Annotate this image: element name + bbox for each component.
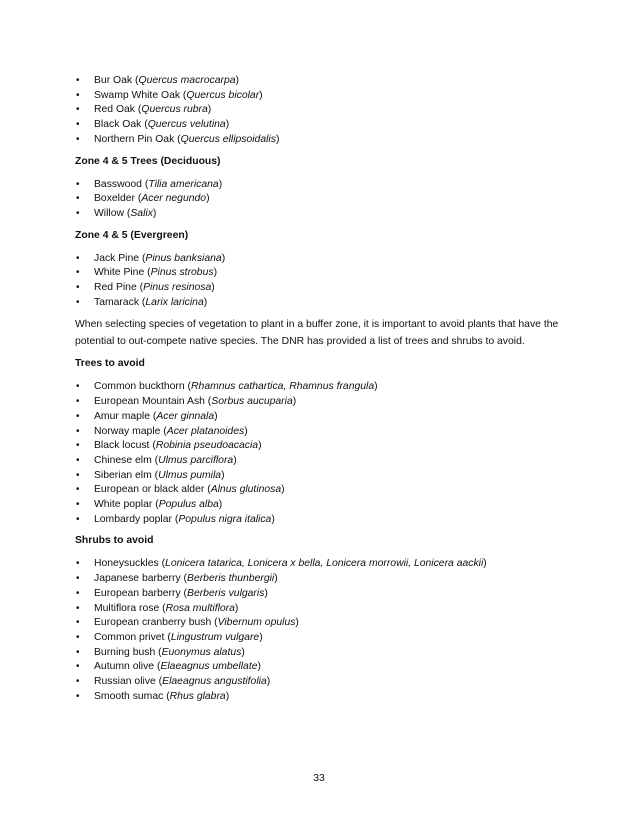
list-item: • Bur Oak (Quercus macrocarpa) <box>75 74 565 89</box>
species-latin-name: Tilia americana <box>148 178 219 190</box>
species-common-name: Siberian elm <box>94 469 152 481</box>
list-item: • Siberian elm (Ulmus pumila) <box>75 469 565 484</box>
shrubs-avoid-list <box>75 557 565 704</box>
bullet-icon: • <box>76 133 80 145</box>
bullet-icon: • <box>76 267 80 279</box>
species-common-name: Chinese elm <box>94 454 152 466</box>
species-common-name: White Pine <box>94 267 145 279</box>
list-item: • Boxelder (Acer negundo) <box>75 192 565 207</box>
list-item: • White poplar (Populus alba) <box>75 498 565 513</box>
bullet-icon: • <box>76 178 80 190</box>
document-page <box>75 74 565 705</box>
species-latin-name: Quercus ellipsoidalis <box>180 133 276 145</box>
list-item: • Black Oak (Quercus velutina) <box>75 118 565 133</box>
species-common-name: European cranberry bush <box>94 617 212 629</box>
list-item: • Lombardy poplar (Populus nigra italica) <box>75 513 565 528</box>
species-common-name: Common buckthorn <box>94 381 185 393</box>
bullet-icon: • <box>76 587 80 599</box>
bullet-icon: • <box>76 484 80 496</box>
trees-avoid-list <box>75 380 565 527</box>
species-latin-name: Acer platanoides <box>166 425 245 437</box>
bullet-icon: • <box>76 193 80 205</box>
species-latin-name: Pinus strobus <box>150 267 214 279</box>
species-common-name: White poplar <box>94 499 153 511</box>
list-item: • Swamp White Oak (Quercus bicolar) <box>75 89 565 104</box>
heading-evergreen: Zone 4 & 5 (Evergreen) <box>75 229 189 241</box>
list-item: • Smooth sumac (Rhus glabra) <box>75 690 565 705</box>
list-item: • Basswood (Tilia americana) <box>75 178 565 193</box>
list-item: • Tamarack (Larix laricina) <box>75 296 565 311</box>
species-latin-name: Alnus glutinosa <box>210 484 282 496</box>
species-latin-name: Elaeagnus angustifolia <box>162 676 267 688</box>
species-common-name: Russian olive <box>94 676 156 688</box>
species-latin-name: Euonymus alatus <box>161 646 242 658</box>
bullet-icon: • <box>76 296 80 308</box>
species-latin-name: Acer negundo <box>141 193 207 205</box>
species-common-name: Autumn olive <box>94 661 155 673</box>
list-item: • Amur maple (Acer ginnala) <box>75 410 565 425</box>
bullet-icon: • <box>76 499 80 511</box>
bullet-icon: • <box>76 440 80 452</box>
species-common-name: Honeysuckles <box>94 558 159 570</box>
bullet-icon: • <box>76 454 80 466</box>
species-common-name: Amur maple <box>94 410 151 422</box>
bullet-icon: • <box>76 104 80 116</box>
species-common-name: Basswood <box>94 178 142 190</box>
species-common-name: European or black alder <box>94 484 205 496</box>
list-item: • European cranberry bush (Vibernum opulus) <box>75 616 565 631</box>
species-latin-name: Acer ginnala <box>156 410 215 422</box>
species-latin-name: Rosa multiflora <box>165 602 235 614</box>
species-latin-name: Elaeagnus umbellate <box>160 661 258 673</box>
deciduous-list <box>75 178 565 222</box>
species-common-name: Red Pine <box>94 282 137 294</box>
species-latin-name: Quercus bicolar <box>186 89 260 101</box>
list-item: • Northern Pin Oak (Quercus ellipsoidalis) <box>75 133 565 148</box>
list-item: • Common buckthorn (Rhamnus cathartica, Rhamnus frangula) <box>75 380 565 395</box>
species-latin-name: Pinus banksiana <box>145 252 222 264</box>
bullet-icon: • <box>76 396 80 408</box>
species-latin-name: Lonicera tatarica, Lonicera x bella, Lonicera morrowii, Lonicera aackii <box>165 558 484 570</box>
species-latin-name: Pinus resinosa <box>143 282 212 294</box>
bullet-icon: • <box>76 282 80 294</box>
oak-list <box>75 74 565 148</box>
bullet-icon: • <box>76 676 80 688</box>
species-common-name: Tamarack <box>94 296 140 308</box>
species-common-name: Norway maple <box>94 425 161 437</box>
species-common-name: Burning bush <box>94 646 156 658</box>
species-latin-name: Quercus rubra <box>141 104 208 116</box>
species-latin-name: Larix laricina <box>145 296 204 308</box>
species-latin-name: Berberis thunbergii <box>187 573 275 585</box>
species-common-name: Japanese barberry <box>94 573 181 585</box>
species-latin-name: Ulmus parciflora <box>158 454 234 466</box>
bullet-icon: • <box>76 89 80 101</box>
species-latin-name: Quercus velutina <box>147 119 226 131</box>
species-latin-name: Populus nigra italica <box>178 513 272 525</box>
bullet-icon: • <box>76 573 80 585</box>
list-item: • Russian olive (Elaeagnus angustifolia) <box>75 675 565 690</box>
list-item: • Red Oak (Quercus rubra) <box>75 103 565 118</box>
list-item: • Honeysuckles (Lonicera tatarica, Lonicera x bella, Lonicera morrowii, Lonicera aackii) <box>75 557 565 572</box>
list-item: • Japanese barberry (Berberis thunbergii) <box>75 572 565 587</box>
species-latin-name: Quercus macrocarpa <box>138 75 236 86</box>
species-common-name: Northern Pin Oak <box>94 133 175 145</box>
list-item: • Chinese elm (Ulmus parciflora) <box>75 454 565 469</box>
species-latin-name: Sorbus aucuparia <box>211 396 293 408</box>
species-common-name: Multiflora rose <box>94 602 160 614</box>
heading-shrubs-avoid: Shrubs to avoid <box>75 535 154 547</box>
species-common-name: Black locust <box>94 440 150 452</box>
bullet-icon: • <box>76 381 80 393</box>
list-item: • European or black alder (Alnus glutinosa) <box>75 483 565 498</box>
bullet-icon: • <box>76 513 80 525</box>
species-common-name: Smooth sumac <box>94 690 164 702</box>
list-item: • Multiflora rose (Rosa multiflora) <box>75 602 565 617</box>
species-latin-name: Robinia pseudoacacia <box>155 440 259 452</box>
page-number: 33 <box>313 773 325 784</box>
bullet-icon: • <box>76 469 80 481</box>
bullet-icon: • <box>76 661 80 673</box>
bullet-icon: • <box>76 646 80 658</box>
list-item: • White Pine (Pinus strobus) <box>75 266 565 281</box>
bullet-icon: • <box>76 75 80 86</box>
species-latin-name: Vibernum opulus <box>217 617 296 629</box>
list-item: • Burning bush (Euonymus alatus) <box>75 646 565 661</box>
list-item: • Red Pine (Pinus resinosa) <box>75 281 565 296</box>
list-item: • Black locust (Robinia pseudoacacia) <box>75 439 565 454</box>
bullet-icon: • <box>76 252 80 264</box>
species-common-name: Black Oak <box>94 119 142 131</box>
bullet-icon: • <box>76 690 80 702</box>
species-common-name: Jack Pine <box>94 252 140 264</box>
list-item: • European barberry (Berberis vulgaris) <box>75 587 565 602</box>
species-common-name: Bur Oak <box>94 75 133 86</box>
species-common-name: Willow <box>94 207 125 219</box>
species-latin-name: Ulmus pumila <box>158 469 222 481</box>
list-item: • Jack Pine (Pinus banksiana) <box>75 252 565 267</box>
species-latin-name: Rhamnus cathartica, Rhamnus frangula <box>191 381 375 393</box>
list-item: • Autumn olive (Elaeagnus umbellate) <box>75 660 565 675</box>
bullet-icon: • <box>76 631 80 643</box>
species-common-name: Lombardy poplar <box>94 513 172 525</box>
evergreen-list <box>75 252 565 311</box>
list-item: • Norway maple (Acer platanoides) <box>75 425 565 440</box>
list-item: • European Mountain Ash (Sorbus aucuparia) <box>75 395 565 410</box>
bullet-icon: • <box>76 617 80 629</box>
bullet-icon: • <box>76 207 80 219</box>
bullet-icon: • <box>76 558 80 570</box>
species-common-name: European barberry <box>94 587 181 599</box>
bullet-icon: • <box>76 602 80 614</box>
species-latin-name: Rhus glabra <box>169 690 226 702</box>
species-latin-name: Populus alba <box>158 499 219 511</box>
species-latin-name: Salix <box>130 207 153 219</box>
species-common-name: Common privet <box>94 631 165 643</box>
bullet-icon: • <box>76 410 80 422</box>
species-latin-name: Lingustrum vulgare <box>170 631 260 643</box>
list-item: • Common privet (Lingustrum vulgare) <box>75 631 565 646</box>
list-item: • Willow (Salix) <box>75 207 565 222</box>
species-latin-name: Berberis vulgaris <box>187 587 265 599</box>
heading-deciduous: Zone 4 & 5 Trees (Deciduous) <box>75 155 221 167</box>
species-common-name: Red Oak <box>94 104 136 116</box>
intro-paragraph: When selecting species of vegetation to plant in a buffer zone, it is important to avoid plants that have the potential to out-compete native species. The DNR has provided a list of trees and shrubs to avoid. <box>75 319 559 348</box>
species-common-name: Boxelder <box>94 193 136 205</box>
species-common-name: Swamp White Oak <box>94 89 181 101</box>
heading-trees-avoid: Trees to avoid <box>75 358 145 370</box>
species-common-name: European Mountain Ash <box>94 396 205 408</box>
bullet-icon: • <box>76 425 80 437</box>
bullet-icon: • <box>76 119 80 131</box>
